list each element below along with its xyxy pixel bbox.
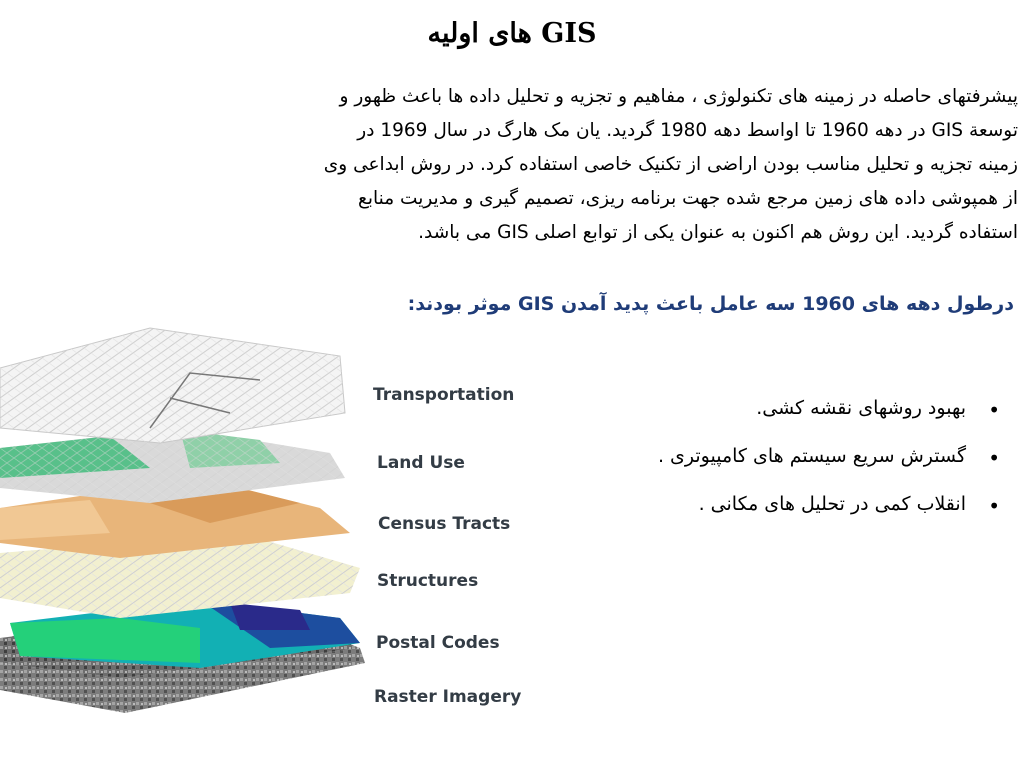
section-subheading: درطول دهه های 1960 سه عامل باعث پدید آمدن GIS موثر بودند: bbox=[407, 293, 1014, 315]
list-item-text: انقلاب کمی در تحلیل های مکانی . bbox=[698, 493, 966, 515]
layer-label: Postal Codes bbox=[376, 633, 500, 653]
paragraph-line: استفاده گردید. این روش هم اکنون به عنوان یکی از توابع اصلی GIS می باشد. bbox=[418, 222, 1018, 243]
bullet-icon: • bbox=[988, 398, 1000, 422]
list-item bbox=[574, 440, 1004, 488]
layer-label: Transportation bbox=[373, 385, 515, 405]
layer-label: Raster Imagery bbox=[374, 687, 522, 707]
factor-list bbox=[574, 392, 1004, 536]
paragraph-line: از همپوشی داده های زمین مرجع شده جهت برنامه ریزی، تصمیم گیری و مدیریت منابع bbox=[358, 188, 1018, 209]
paragraph-line: پیشرفتهای حاصله در زمینه های تکنولوژی ، مفاهیم و تجزیه و تحلیل داده ها باعث ظهور و bbox=[339, 86, 1018, 107]
list-item bbox=[574, 488, 1004, 536]
list-item-text: گسترش سریع سیستم های کامپیوتری . bbox=[657, 445, 966, 467]
bullet-icon: • bbox=[988, 494, 1000, 518]
layer-label: Census Tracts bbox=[378, 514, 511, 534]
layer-transportation bbox=[0, 328, 345, 443]
gis-layers-illustration bbox=[0, 318, 550, 768]
layer-label: Land Use bbox=[377, 453, 465, 473]
list-item bbox=[574, 392, 1004, 440]
paragraph-line: توسعة GIS در دهه 1960 تا اواسط دهه 1980 گردید. یان مک هارگ در سال 1969 در bbox=[357, 120, 1018, 141]
bullet-icon: • bbox=[988, 446, 1000, 470]
page-title: GIS های اولیه bbox=[427, 18, 597, 49]
list-item-text: بهبود روشهای نقشه کشی. bbox=[756, 397, 966, 419]
intro-paragraph bbox=[98, 80, 1018, 250]
layer-label: Structures bbox=[377, 571, 479, 591]
paragraph-line: زمینه تجزیه و تحلیل مناسب بودن اراضی از تکنیک خاصی استفاده کرد. در روش ابداعی وی bbox=[323, 154, 1018, 175]
